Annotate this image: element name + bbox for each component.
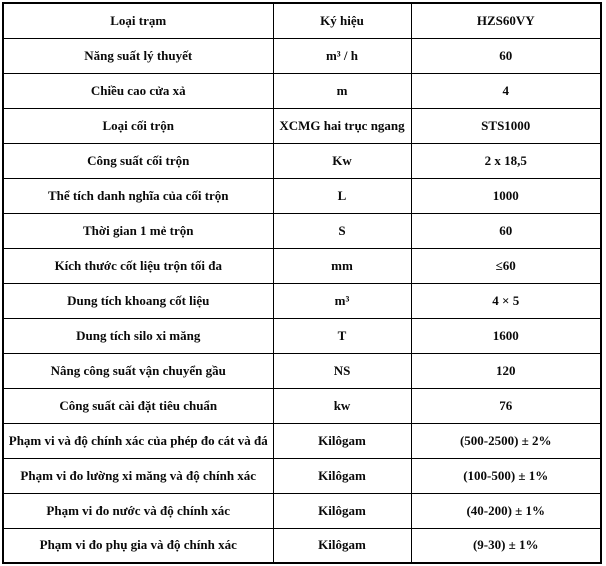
table-row bbox=[3, 143, 601, 178]
spec-table-header bbox=[3, 3, 601, 38]
row-unit-cell: m³ / h bbox=[273, 38, 411, 73]
table-row bbox=[3, 318, 601, 353]
row-unit-cell: Kilôgam bbox=[273, 423, 411, 458]
row-label-cell: Năng suất lý thuyết bbox=[3, 38, 273, 73]
row-unit-cell: kw bbox=[273, 388, 411, 423]
row-unit-cell: T bbox=[273, 318, 411, 353]
header-row bbox=[3, 3, 601, 38]
row-unit-cell: NS bbox=[273, 353, 411, 388]
row-unit-cell: XCMG hai trục ngang bbox=[273, 108, 411, 143]
table-row bbox=[3, 458, 601, 493]
row-label-cell: Công suất cối trộn bbox=[3, 143, 273, 178]
row-value-cell: 76 bbox=[411, 388, 601, 423]
row-label-cell: Thể tích danh nghĩa của cối trộn bbox=[3, 178, 273, 213]
row-unit-cell: Kilôgam bbox=[273, 528, 411, 563]
row-value-cell: 2 x 18,5 bbox=[411, 143, 601, 178]
row-value-cell: 120 bbox=[411, 353, 601, 388]
row-value-cell: (500-2500) ± 2% bbox=[411, 423, 601, 458]
row-label-cell: Loại cối trộn bbox=[3, 108, 273, 143]
row-label-cell: Phạm vi đo phụ gia và độ chính xác bbox=[3, 528, 273, 563]
row-unit-cell: m³ bbox=[273, 283, 411, 318]
table-row bbox=[3, 248, 601, 283]
row-value-cell: 1600 bbox=[411, 318, 601, 353]
row-value-cell: 4 bbox=[411, 73, 601, 108]
row-label-cell: Nâng công suất vận chuyển gầu bbox=[3, 353, 273, 388]
row-unit-cell: Kw bbox=[273, 143, 411, 178]
row-unit-cell: Kilôgam bbox=[273, 458, 411, 493]
row-label-cell: Chiều cao cửa xả bbox=[3, 73, 273, 108]
header-cell-symbol: Ký hiệu bbox=[273, 3, 411, 38]
row-label-cell: Phạm vi và độ chính xác của phép đo cát và đá bbox=[3, 423, 273, 458]
table-row bbox=[3, 388, 601, 423]
row-label-cell: Phạm vi đo lường xi măng và độ chính xác bbox=[3, 458, 273, 493]
table-row bbox=[3, 178, 601, 213]
row-unit-cell: S bbox=[273, 213, 411, 248]
row-value-cell: 1000 bbox=[411, 178, 601, 213]
row-label-cell: Kích thước cốt liệu trộn tối đa bbox=[3, 248, 273, 283]
row-value-cell: ≤60 bbox=[411, 248, 601, 283]
row-label-cell: Công suất cài đặt tiêu chuẩn bbox=[3, 388, 273, 423]
row-label-cell: Dung tích khoang cốt liệu bbox=[3, 283, 273, 318]
row-value-cell: 60 bbox=[411, 213, 601, 248]
row-value-cell: (100-500) ± 1% bbox=[411, 458, 601, 493]
table-row bbox=[3, 528, 601, 563]
row-value-cell: 4 × 5 bbox=[411, 283, 601, 318]
row-unit-cell: m bbox=[273, 73, 411, 108]
table-row bbox=[3, 38, 601, 73]
header-cell-station-type: Loại trạm bbox=[3, 3, 273, 38]
row-label-cell: Dung tích silo xi măng bbox=[3, 318, 273, 353]
header-cell-model: HZS60VY bbox=[411, 3, 601, 38]
spec-table bbox=[2, 2, 602, 564]
table-row bbox=[3, 353, 601, 388]
row-value-cell: STS1000 bbox=[411, 108, 601, 143]
table-row bbox=[3, 213, 601, 248]
row-unit-cell: mm bbox=[273, 248, 411, 283]
row-unit-cell: Kilôgam bbox=[273, 493, 411, 528]
table-row bbox=[3, 108, 601, 143]
table-row bbox=[3, 73, 601, 108]
row-value-cell: 60 bbox=[411, 38, 601, 73]
row-value-cell: (9-30) ± 1% bbox=[411, 528, 601, 563]
spec-table-body bbox=[3, 38, 601, 563]
row-label-cell: Thời gian 1 mẻ trộn bbox=[3, 213, 273, 248]
row-label-cell: Phạm vi đo nước và độ chính xác bbox=[3, 493, 273, 528]
row-value-cell: (40-200) ± 1% bbox=[411, 493, 601, 528]
row-unit-cell: L bbox=[273, 178, 411, 213]
table-row bbox=[3, 423, 601, 458]
table-row bbox=[3, 283, 601, 318]
table-row bbox=[3, 493, 601, 528]
